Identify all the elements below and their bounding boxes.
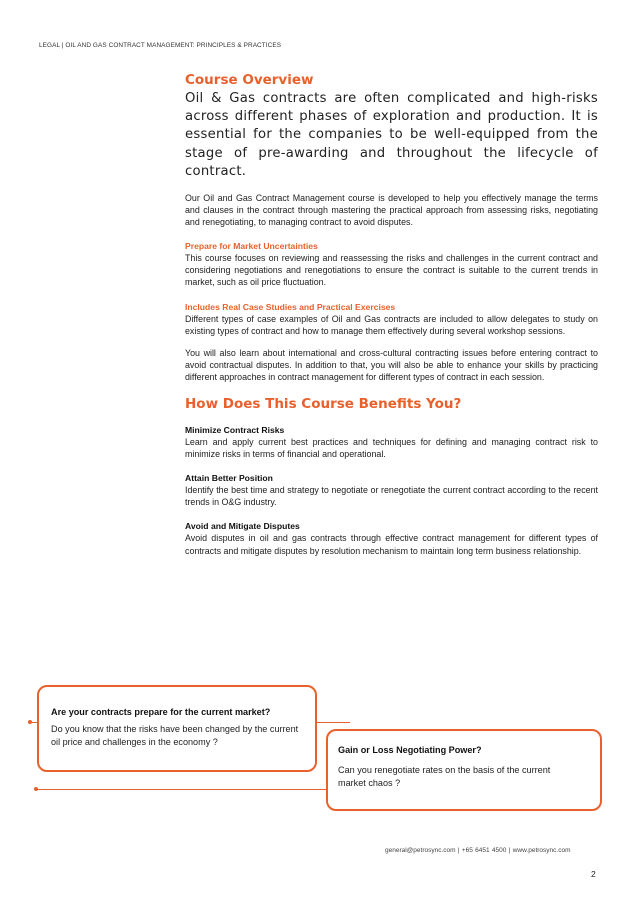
course-description: Our Oil and Gas Contract Management course is developed to help you effectively manage the terms and clauses in the contract through mastering the practical approach from assessing risks, negotiating and renegotiating, to managing contract to avoid disputes. xyxy=(185,193,598,228)
benefit-title: Avoid and Mitigate Disputes xyxy=(185,521,300,532)
section-title: Prepare for Market Uncertainties xyxy=(185,241,318,252)
section-case-studies xyxy=(185,301,598,337)
course-overview-title: Course Overview xyxy=(185,72,314,88)
callout-text: Can you renegotiate rates on the basis of the current market chaos ? xyxy=(338,765,551,788)
callout-box-negotiating-power xyxy=(326,729,602,811)
callout-title: Are your contracts prepare for the current market? xyxy=(51,707,271,717)
section-text: This course focuses on reviewing and reassessing the risks and challenges in the current contract and considering negotiations and renegotiations to ensure the contract is suitable to the current trends in market, such as oil price fluctuation. xyxy=(185,253,598,288)
callout-text: Do you know that the risks have been changed by the current oil price and challenges in the economy ? xyxy=(51,724,299,747)
course-overview-section xyxy=(185,72,598,557)
benefit-text: Identify the best time and strategy to negotiate or renegotiate the current contract according to the recent trends in O&G industry. xyxy=(185,485,598,508)
benefit-title: Minimize Contract Risks xyxy=(185,425,285,436)
benefit-title: Attain Better Position xyxy=(185,473,273,484)
benefit-text: Learn and apply current best practices and techniques for defining and managing contract risk to minimize risks in terms of financial and operational. xyxy=(185,437,598,460)
benefit-minimize-risks xyxy=(185,424,598,460)
callout-box-current-market xyxy=(37,685,317,772)
benefit-text: Avoid disputes in oil and gas contracts through effective contract management for different types of contracts and mitigate disputes by resolution mechanism to maintain long term business relationship. xyxy=(185,533,598,556)
footer-contact: general@petrosync.com | +65 6451 4500 | www.petrosync.com xyxy=(385,847,571,854)
callout-title: Gain or Loss Negotiating Power? xyxy=(338,745,482,755)
section-market-uncertainties xyxy=(185,240,598,288)
section-title: Includes Real Case Studies and Practical Exercises xyxy=(185,301,396,312)
benefit-avoid-disputes xyxy=(185,520,598,556)
divider-dot xyxy=(34,787,38,791)
header-breadcrumb: LEGAL | OIL AND GAS CONTRACT MANAGEMENT: PRINCIPLES & PRACTICES xyxy=(39,42,282,49)
page-number: 2 xyxy=(591,869,596,879)
course-closing: You will also learn about international and cross-cultural contracting issues before entering contract to avoid contractual disputes. In addition to that, you will also be able to enhance your skills by practicing different approaches in contract management for different types of contract in each session. xyxy=(185,347,598,382)
divider-dot xyxy=(28,720,32,724)
course-intro: Oil & Gas contracts are often complicated and high-risks across different phases of exploration and production. It is essential for the companies to be well-equipped from the stage of pre-awarding and throughout the lifecycle of contract. xyxy=(185,91,598,179)
benefit-better-position xyxy=(185,472,598,508)
benefits-title: How Does This Course Benefits You? xyxy=(185,396,462,413)
section-text: Different types of case examples of Oil and Gas contracts are included to allow delegates to study on existing types of contract and how to manage them effectively during several workshop sessions. xyxy=(185,313,598,336)
